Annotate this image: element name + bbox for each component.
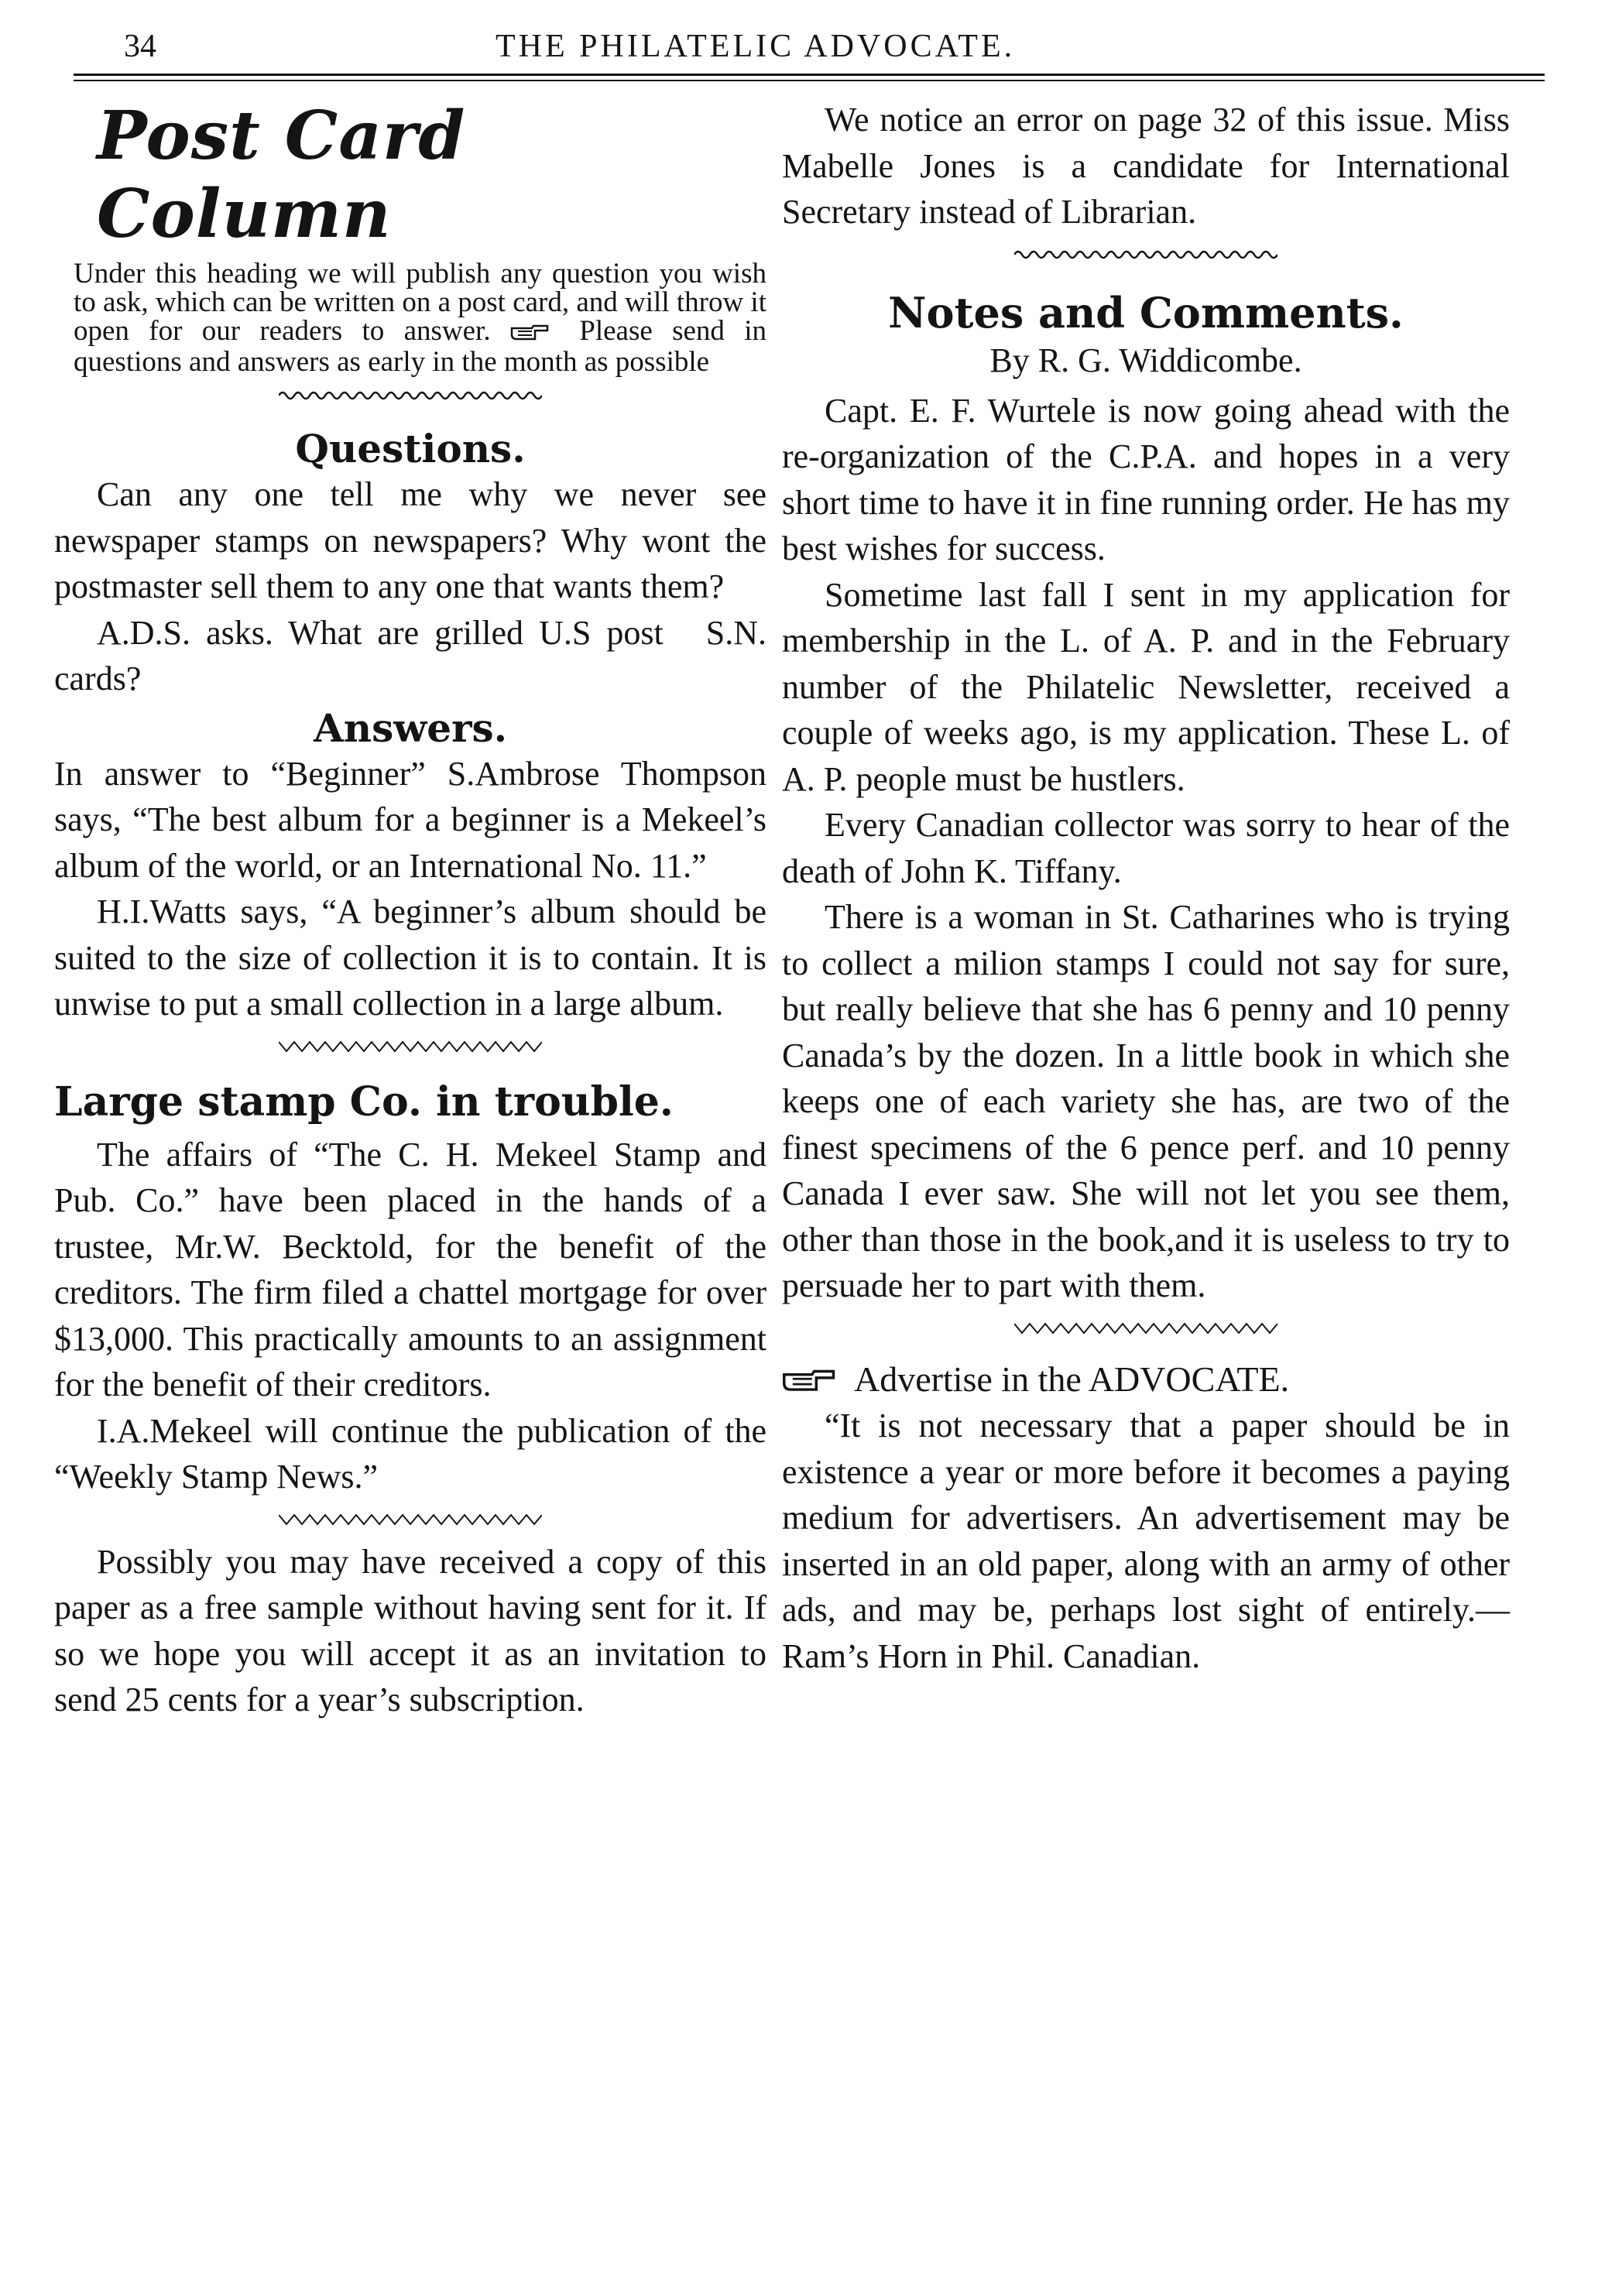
- wavy-rule-icon: [54, 1500, 766, 1539]
- question-2: A.D.S. asks. What are grilled U.S post cards?: [54, 613, 664, 698]
- byline: By R. G. Widdicombe.: [989, 341, 1302, 379]
- masthead-title: Post Card Column: [97, 97, 466, 253]
- header-rule: [74, 74, 1545, 76]
- answers-heading: Answers.: [313, 704, 508, 751]
- pointing-hand-icon: [782, 1362, 838, 1403]
- wavy-rule-icon: [782, 235, 1510, 274]
- question-1-signature: S.N.: [705, 613, 766, 652]
- error-note: We notice an error on page 32 of this issue. Miss Mabelle Jones is a candidate for International Secretary instead of Librarian.: [782, 101, 1510, 231]
- intro-text: [74, 258, 767, 379]
- question-1-text: Can any one tell me why we never see newspaper stamps on newspapers? Why wont the postmaster sell them to any one that wants them?: [54, 475, 766, 606]
- intro-note: Please send in questions and answers as early in the month as possible: [74, 315, 767, 379]
- notes-heading: Notes and Comments.: [888, 287, 1404, 338]
- advertise-heading: Advertise in the ADVOCATE.: [853, 1359, 1290, 1399]
- answer-1: In answer to “Beginner” S.Ambrose Thompson says, “The best album for a beginner is a Mekeel’s album of the world, or an International No. 11.”: [54, 754, 766, 885]
- answer-2: H.I.Watts says, “A beginner’s album should be suited to the size of collection it is to contain. It is unwise to put a small collection in a large album.: [54, 893, 766, 1023]
- intro-body: Under this heading we will publish any question you wish to ask, which can be written on a post card, and will throw it open for our readers to answer.: [74, 258, 766, 347]
- trouble-heading: Large stamp Co. in trouble.: [54, 1078, 674, 1126]
- left-column: [54, 97, 766, 1723]
- page-header: [74, 22, 1467, 68]
- running-title: THE PHILATELIC ADVOCATE.: [496, 29, 1016, 64]
- notes-paragraph-3: Every Canadian collector was sorry to hear of the death of John K. Tiffany.: [782, 806, 1510, 890]
- notes-paragraph-1: Capt. E. F. Wurtele is now going ahead with the re-organization of the C.P.A. and hopes in a very short time to have it in fine running order. He has my best wishes for success.: [782, 391, 1510, 567]
- sample-paragraph: Possibly you may have received a copy of this paper as a free sample without having sent for it. If so we hope you will accept it as an invitation to send 25 cents for a year’s subscription.: [54, 1542, 766, 1719]
- pointing-hand-icon: [510, 319, 550, 348]
- wavy-rule-icon: [54, 1027, 766, 1066]
- advertise-heading-row: [782, 1359, 1510, 1403]
- trouble-paragraph-2: I.A.Mekeel will continue the publication of the “Weekly Stamp News.”: [54, 1411, 766, 1496]
- question-1: [54, 471, 766, 652]
- ad-quote: “It is not necessary that a paper should be in existence a year or more before it becomes a paying medium for advertisers. An advertisement may be inserted in an old paper, along with an army of other ads, and may be, perhaps lost sight of entirely.—Ram’s Horn in Phil. Canadian.: [782, 1407, 1510, 1675]
- wavy-rule-icon: [54, 376, 766, 415]
- wavy-rule-icon: [782, 1309, 1510, 1348]
- header-rule-thin: [74, 80, 1545, 81]
- notes-paragraph-2: Sometime last fall I sent in my application for membership in the L. of A. P. and in the February number of the Philatelic Newsletter, received a couple of weeks ago, is my application. These L. of A. P. people must be hustlers.: [782, 575, 1510, 798]
- questions-heading: Questions.: [295, 426, 526, 472]
- right-column: [782, 97, 1510, 1679]
- page-number: 34: [124, 29, 156, 64]
- notes-paragraph-4: There is a woman in St. Catharines who is trying to collect a milion stamps I could not say for sure, but really believe that she has 6 penny and 10 penny Canada’s by the dozen. In a little book in which she keeps one of each variety she has, are two of the finest specimens of the 6 pence perf. and 10 penny Canada I ever saw. She will not let you see them, other than those in the book,and it is useless to try to persuade her to part with them.: [782, 898, 1510, 1304]
- trouble-paragraph-1: The affairs of “The C. H. Mekeel Stamp and Pub. Co.” have been placed in the hands of a trustee, Mr.W. Becktold, for the benefit of the creditors. The firm filed a chattel mortgage for over $13,000. This practically amounts to an assignment for the benefit of their creditors.: [54, 1135, 766, 1404]
